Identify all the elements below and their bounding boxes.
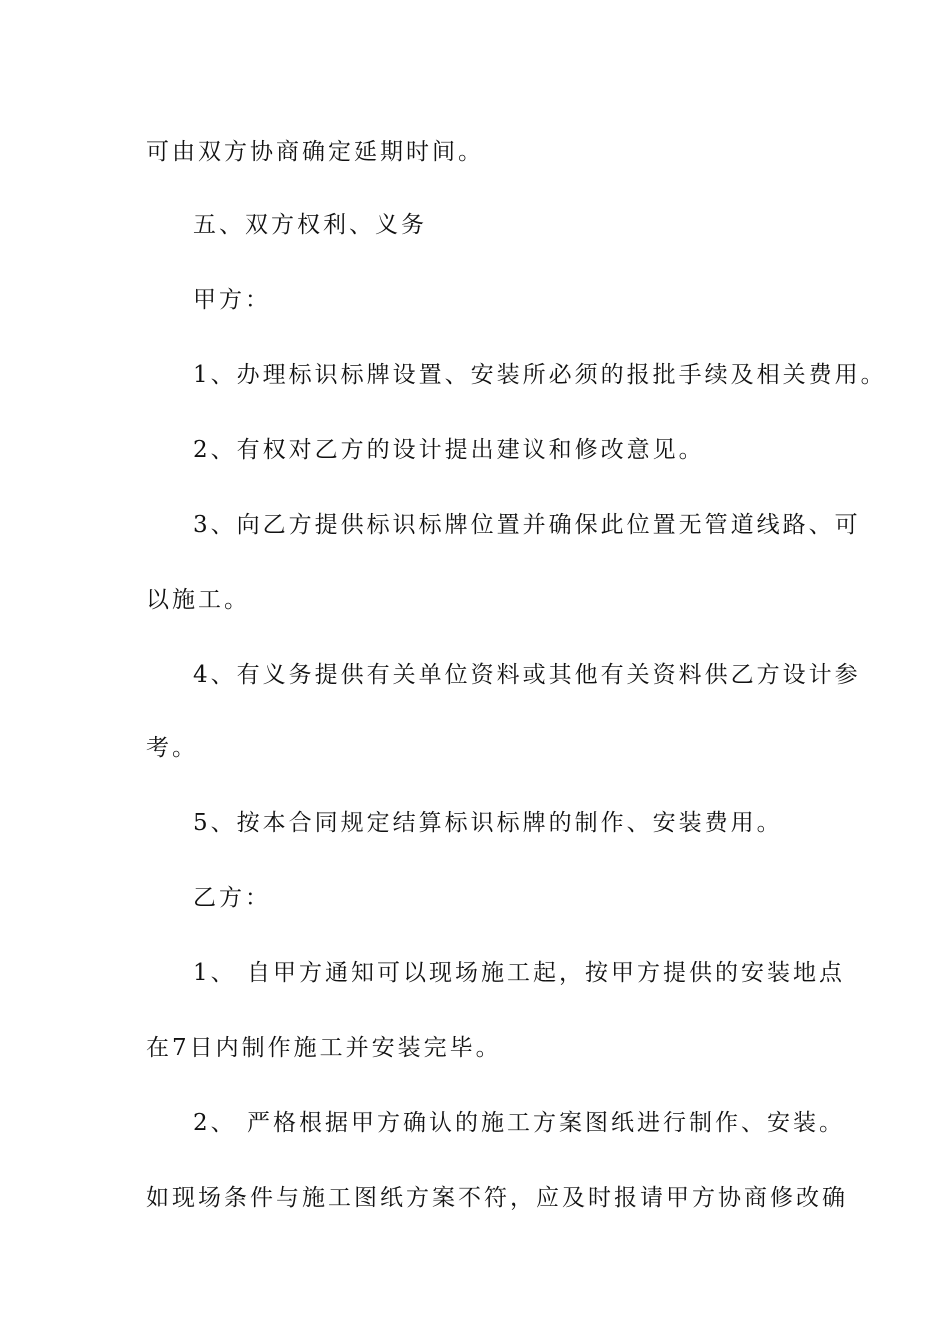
party-a-item-3: 3、向乙方提供标识标牌位置并确保此位置无管道线路、可 bbox=[193, 512, 861, 538]
party-a-item-5: 5、按本合同规定结算标识标牌的制作、安装费用。 bbox=[193, 810, 783, 836]
party-b-heading: 乙方： bbox=[193, 885, 271, 911]
party-b-item-1-continuation: 在7日内制作施工并安装完毕。 bbox=[146, 1035, 502, 1061]
party-a-item-1: 1、办理标识标牌设置、安装所必须的报批手续及相关费用。 bbox=[193, 362, 887, 388]
party-b-item-2-continuation: 如现场条件与施工图纸方案不符，应及时报请甲方协商修改确 bbox=[146, 1185, 848, 1211]
party-b-item-1: 1、 自甲方通知可以现场施工起，按甲方提供的安装地点 bbox=[193, 960, 845, 986]
text-line-continuation: 可由双方协商确定延期时间。 bbox=[146, 139, 484, 165]
party-a-heading: 甲方： bbox=[193, 287, 271, 313]
party-a-item-3-continuation: 以施工。 bbox=[146, 587, 250, 613]
party-b-item-2: 2、 严格根据甲方确认的施工方案图纸进行制作、安装。 bbox=[193, 1110, 845, 1136]
section-heading-rights-obligations: 五、双方权利、义务 bbox=[193, 212, 427, 238]
party-a-item-2: 2、有权对乙方的设计提出建议和修改意见。 bbox=[193, 437, 705, 463]
party-a-item-4-continuation: 考。 bbox=[146, 735, 198, 761]
party-a-item-4: 4、有义务提供有关单位资料或其他有关资料供乙方设计参 bbox=[193, 662, 861, 688]
